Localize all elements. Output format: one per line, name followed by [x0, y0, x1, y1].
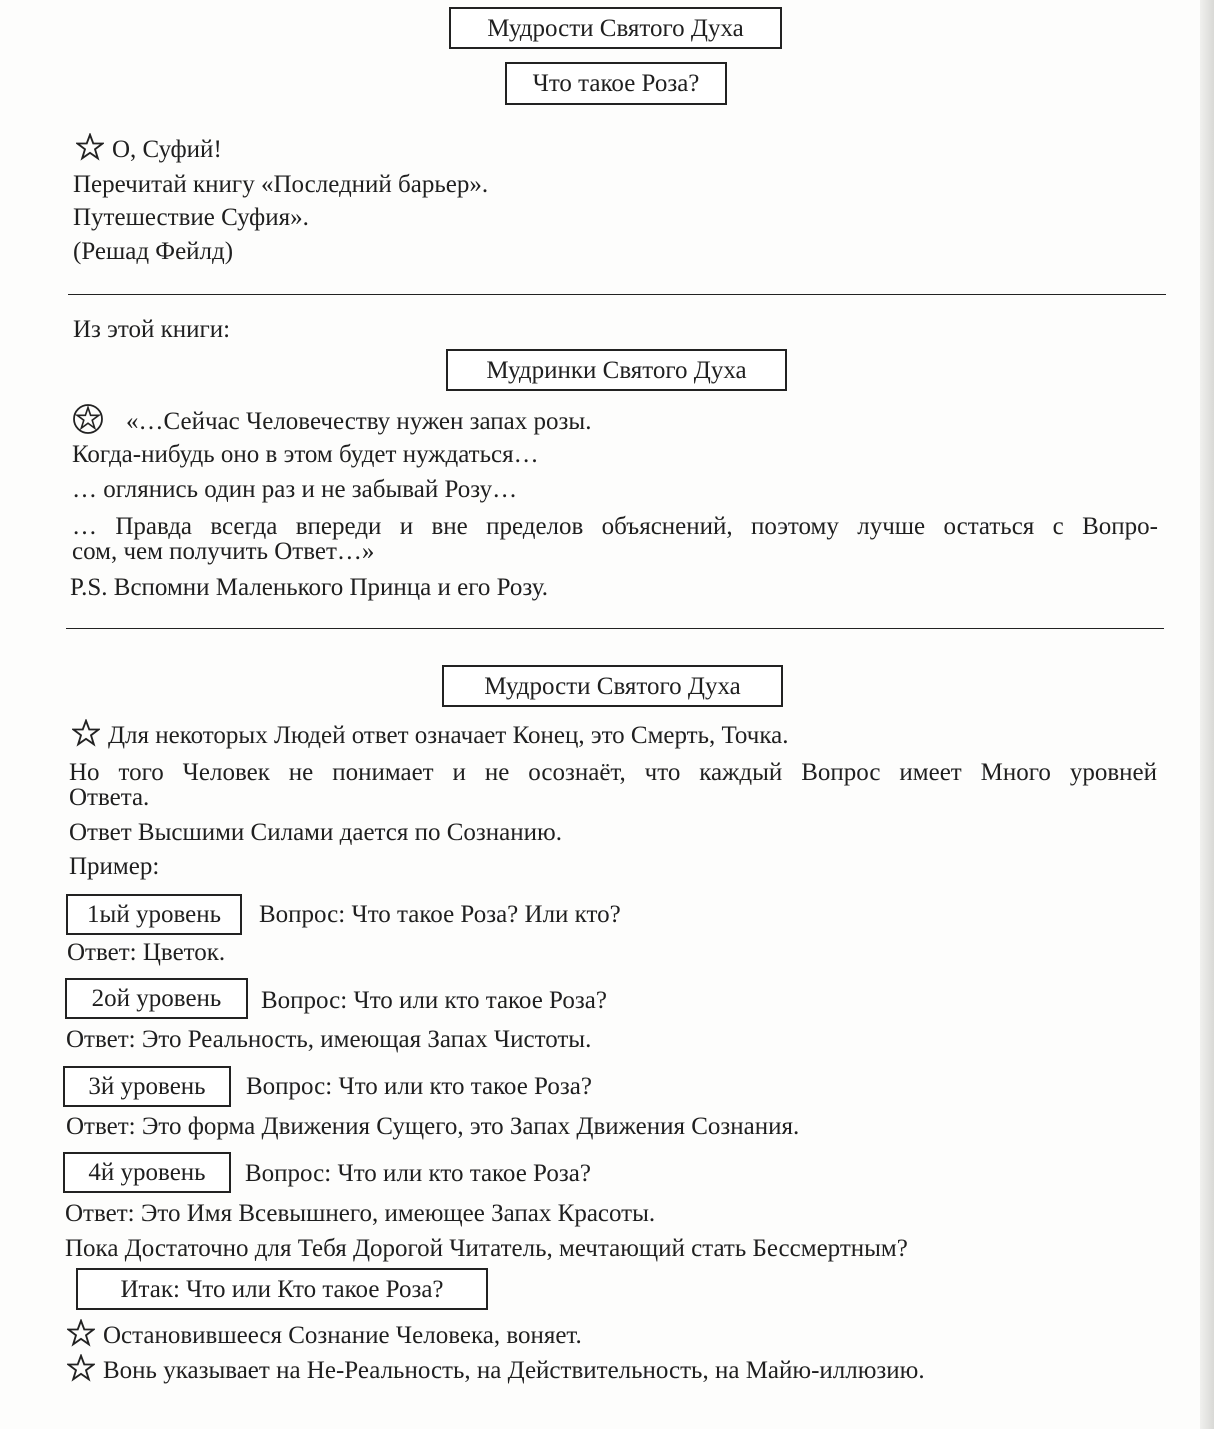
- section2-line-5: сом, чем получить Ответ…»: [72, 538, 375, 565]
- page-edge-shadow: [1200, 0, 1214, 1429]
- section1-line-4: (Решад Фейлд): [73, 238, 234, 265]
- level-2-box: 2ой уровень: [65, 978, 248, 1019]
- section3-line-3: Ответа.: [69, 784, 150, 811]
- section3-title: Мудрости Святого Духа: [484, 672, 741, 700]
- level-4-answer: Ответ: Это Имя Всевышнего, имеющее Запах Красоты.: [65, 1200, 656, 1227]
- section3-title-box: [442, 665, 783, 707]
- section2-title: Мудринки Святого Духа: [486, 356, 747, 384]
- section1-line-1: О, Суфий!: [76, 133, 222, 165]
- section1-title-box: [449, 7, 782, 49]
- section2-line-1: «…Сейчас Человечеству нужен запах розы.: [72, 403, 591, 437]
- level-3-answer: Ответ: Это форма Движения Сущего, это Запах Движения Сознания.: [66, 1113, 800, 1140]
- section2-line-6: P.S. Вспомни Маленького Принца и его Розу.: [70, 574, 548, 601]
- section1-subtitle-box: [505, 62, 727, 105]
- level-3-box: 3й уровень: [63, 1066, 231, 1107]
- level-1-box: 1ый уровень: [66, 894, 242, 935]
- level-3-question: Вопрос: Что или кто такое Роза?: [246, 1073, 592, 1100]
- section2-line-2: Когда-нибудь оно в этом будет нуждаться…: [72, 441, 539, 468]
- section1-subtitle: Что такое Роза?: [532, 70, 700, 97]
- level-2-answer: Ответ: Это Реальность, имеющая Запах Чистоты.: [66, 1026, 592, 1053]
- section3-line-1: Для некоторых Людей ответ означает Конец, это Смерть, Точка.: [72, 719, 788, 751]
- star-icon: [72, 719, 100, 747]
- section2-line-3: … оглянись один раз и не забывай Розу…: [72, 476, 518, 503]
- section2-title-box: [446, 349, 787, 391]
- section1-line-2: Перечитай книгу «Последний барьер».: [73, 171, 489, 198]
- divider-1: [68, 294, 1166, 295]
- section1-title: Мудрости Святого Духа: [487, 14, 744, 42]
- star-icon: [67, 1354, 95, 1382]
- final-line-2: Вонь указывает на Не-Реальность, на Действительность, на Майю-иллюзию.: [67, 1354, 925, 1386]
- final-line-1: Остановившееся Сознание Человека, воняет.: [67, 1319, 582, 1351]
- final-question-box: Итак: Что или Кто такое Роза?: [76, 1268, 488, 1310]
- star-icon: [76, 133, 104, 161]
- star-icon: [67, 1319, 95, 1347]
- section2-intro: Из этой книги:: [73, 316, 231, 343]
- section3-line-5: Пример:: [69, 853, 160, 880]
- section3-line-2: Но того Человек не понимает и не осознаёт, что каждый Вопрос имеет Много уровней: [69, 759, 1157, 786]
- level-1-answer: Ответ: Цветок.: [67, 939, 226, 966]
- section2-line-4: … Правда всегда впереди и вне пределов объяснений, поэтому лучше остаться с Вопро-: [72, 513, 1158, 540]
- circled-star-icon: [72, 403, 104, 435]
- section3-line-4: Ответ Высшими Силами дается по Сознанию.: [69, 819, 562, 846]
- level-4-box: 4й уровень: [63, 1152, 231, 1193]
- section1-line-3: Путешествие Суфия».: [73, 204, 309, 231]
- level-4-question: Вопрос: Что или кто такое Роза?: [245, 1160, 591, 1187]
- level-1-question: Вопрос: Что такое Роза? Или кто?: [259, 901, 621, 928]
- level-2-question: Вопрос: Что или кто такое Роза?: [261, 987, 607, 1014]
- divider-2: [66, 628, 1164, 629]
- closing-question: Пока Достаточно для Тебя Дорогой Читатель, мечтающий стать Бессмертным?: [65, 1235, 908, 1262]
